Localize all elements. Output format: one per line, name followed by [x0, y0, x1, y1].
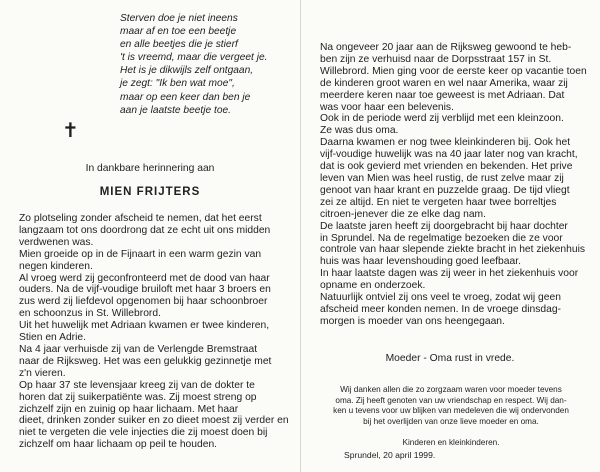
text-line: negen kinderen. — [19, 260, 93, 272]
text-line: horen dat zij suikerpatiënte was. Zij moest streng op — [19, 391, 257, 403]
text-line: opname en onderzoek. — [320, 280, 426, 292]
memory-line: In dankbare herinnering aan — [85, 163, 215, 174]
text-line: ouders. Na de vijf-voudige bruiloft met haar 3 broers en — [19, 284, 271, 296]
thanks-note — [312, 385, 590, 449]
text-line: leven van Mien was heel rustig, de rust zelve maar zij — [320, 172, 564, 184]
text-line: naar de Rijksweg. Het was een gelukkig gezinnetje met — [19, 355, 272, 367]
text-line: zei ze altijd. En niet te vergeten haar twee borreltjes — [320, 196, 557, 208]
poem-line: 't is vreemd, maar die vergeet je. — [120, 52, 268, 64]
biography-left — [19, 213, 289, 451]
text-line: Willebrord. Mien ging voor de eerste keer op vacantie toen — [320, 65, 587, 77]
poem-line: maar af en toe een beetje — [120, 26, 237, 38]
poem-line: Sterven doe je niet ineens — [120, 13, 238, 24]
poem-line: en alle beetjes die je stierf — [120, 39, 238, 51]
place-date: Sprundel, 20 april 1999. — [344, 450, 436, 460]
text-line: citroen-jenever die ze elke dag nam. — [320, 208, 486, 220]
text-line: Natuurlijk ontviel zij ons veel te vroeg, zodat wij geen — [320, 292, 561, 304]
text-line: de kinderen groot waren en wel naar Amerika, waar zij — [320, 77, 568, 89]
text-line: genoot van haar krant en puzzelde graag. De tijd vliegt — [320, 184, 570, 196]
text-line: Uit het huwelijk met Adriaan kwamen er twee kinderen, — [19, 320, 270, 332]
text-line: zichzelf zijn en zuinig op haar lichaam. Met haar — [19, 403, 239, 415]
text-line: Stien en Adrie. — [19, 332, 86, 344]
text-line: morgen is moeder van ons heengegaan. — [320, 315, 505, 327]
thanks-line — [312, 427, 590, 438]
text-line: dieet, drinken zonder suiker en zo dieet moest zij verder en — [19, 415, 289, 427]
poem-line: maar op een keer dan ben je — [120, 91, 251, 103]
text-line: Daarna kwamen er nog twee kleinkinderen bij. Ook het — [320, 137, 571, 149]
card-fold-divider — [300, 0, 301, 472]
thanks-line: ken u tevens voor uw blijken van medeleven die wij ondervonden — [333, 406, 569, 416]
thanks-line: bij het overlijden van onze lieve moeder en oma. — [363, 416, 539, 426]
text-line: dat is ook gevierd met vrienden en bekenden. Het prive — [320, 161, 573, 173]
text-line: Zo plotseling zonder afscheid te nemen, dat het eerst — [19, 213, 262, 224]
text-line: controle van haar slepende ziekte bracht in het ziekenhuis — [320, 244, 586, 256]
text-line: in Sprundel. Na de regelmatige bezoeken die ze voor — [320, 232, 563, 244]
text-line: Ze was dus oma. — [320, 125, 399, 137]
poem-line: aan je laatste beetje toe. — [120, 104, 232, 116]
poem — [120, 12, 298, 117]
thanks-line: Wij danken allen die zo zorgzaam waren voor moeder tevens — [340, 385, 562, 394]
thanks-signature: Kinderen en kleinkinderen. — [402, 437, 500, 447]
text-line: was voor haar een belevenis. — [320, 101, 454, 113]
text-line: Mien groeide op in de Fijnaart in een warm gezin van — [19, 248, 262, 260]
text-line: langzaam tot ons doordrong dat ze echt uit ons midden — [19, 224, 271, 236]
text-line: verdwenen was. — [19, 236, 94, 248]
text-line: zus werd zij liefdevol opgenomen bij haar schoonbroer — [19, 296, 268, 308]
text-line: zichzelf om haar lichaam op peil te houden. — [19, 439, 218, 451]
text-line: De laatste jaren heeft zij doorgebracht bij haar dochter — [320, 220, 568, 232]
text-line: niet te vergeten die vele injecties die zij moest doen bij — [19, 427, 268, 439]
text-line: afscheid meer konden nemen. In de vroege dinsdag- — [320, 303, 561, 315]
rest-in-peace-line: Moeder - Oma rust in vrede. — [385, 353, 515, 364]
text-line: z'n vieren. — [19, 367, 66, 379]
text-line: Na 4 jaar verhuisde zij van de Verlengde Bremstraat — [19, 343, 258, 355]
cross-icon: ✝ — [62, 118, 79, 142]
thanks-line: oma. Zij heeft genoten van uw vriendschap en respect. Wij dan- — [335, 395, 567, 405]
biography-right — [320, 42, 590, 328]
text-line: Op haar 37 ste levensjaar kreeg zij van de dokter te — [19, 379, 255, 391]
text-line: en schoonzus in St. Willebrord. — [19, 308, 161, 320]
text-line: Al vroeg werd zij geconfronteerd met de dood van haar — [19, 272, 270, 284]
poem-line: je zegt: "Ik ben wat moe", — [120, 78, 235, 90]
text-line: huis was haar levenshouding goed leefbaar. — [320, 256, 521, 268]
deceased-name: MIEN FRIJTERS — [99, 186, 201, 198]
text-line: Na ongeveer 20 jaar aan de Rijksweg gewoond te heb- — [320, 42, 572, 53]
text-line: In haar laatste dagen was zij weer in het ziekenhuis voor — [320, 268, 579, 280]
text-line: ben zijn ze verhuisd naar de Dorpsstraat 157 in St. — [320, 53, 552, 65]
text-line: vijf-voudige huwelijk was na 40 jaar later nog van kracht, — [320, 149, 578, 161]
text-line: Ook in de periode werd zij verblijd met een kleinzoon. — [320, 113, 564, 125]
text-line: meerdere keren naar toe geweest is met Adriaan. Dat — [320, 89, 565, 101]
poem-line: Het is je dikwijls zelf ontgaan, — [120, 65, 254, 77]
